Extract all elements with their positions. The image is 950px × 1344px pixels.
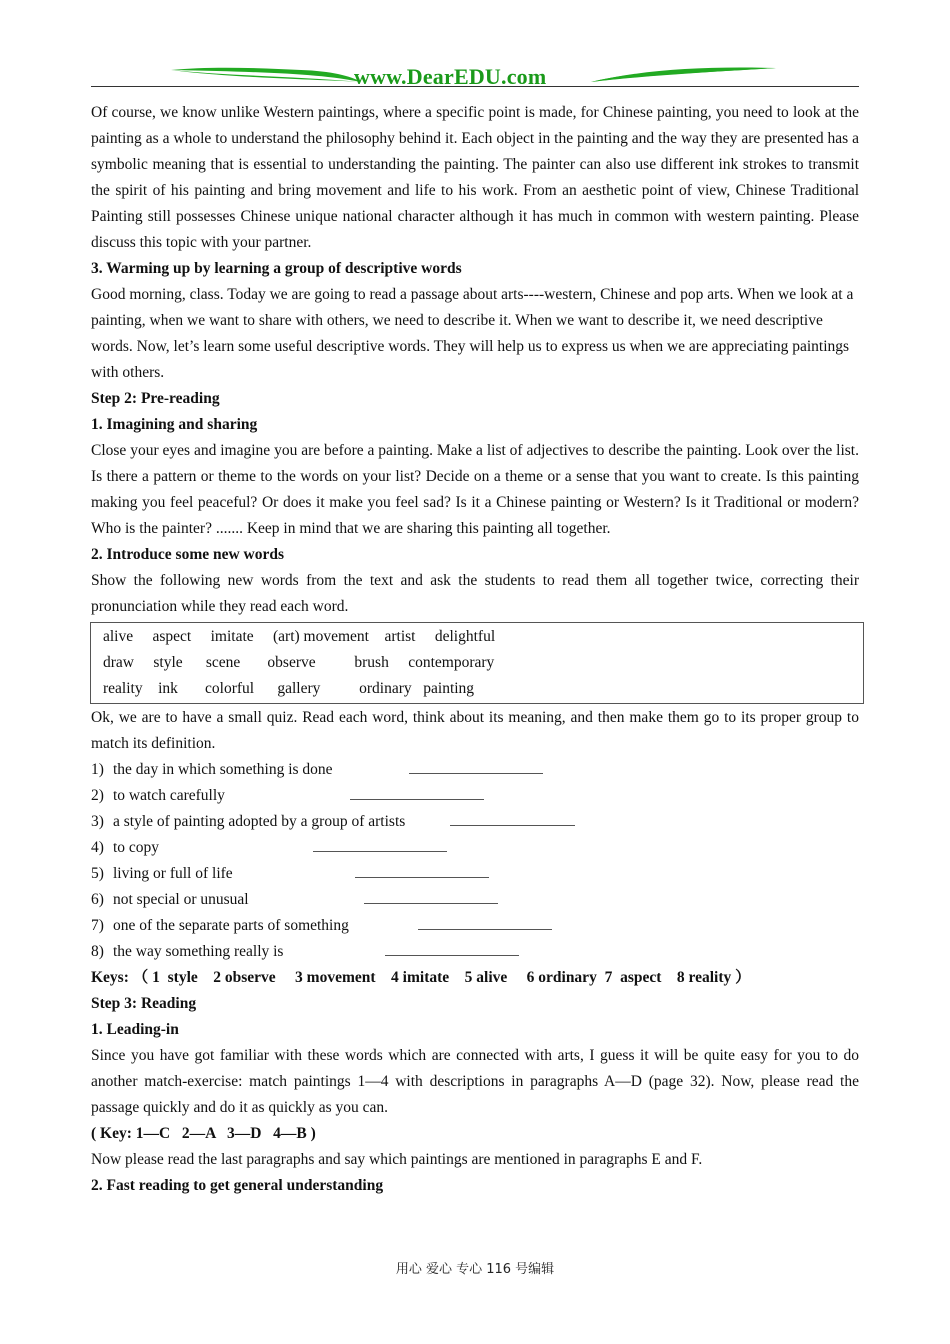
quiz-number: 3) <box>91 813 104 830</box>
quiz-intro: Ok, we are to have a small quiz. Read each word, think about its meaning, and then make them go to its proper group to match its definition. <box>91 709 859 752</box>
quiz-number: 7) <box>91 917 104 934</box>
quiz-item <box>91 835 859 861</box>
quiz-definition: living or full of life <box>113 865 233 882</box>
word-row: draw style scene observe brush contemporary <box>103 654 495 671</box>
quiz-number: 1) <box>91 761 104 778</box>
quiz-item <box>91 939 859 965</box>
page-footer: 用心 爱心 专心 116 号编辑 <box>395 1262 555 1277</box>
quiz-answer-keys: Keys: （ 1 style 2 observe 3 movement 4 imitate 5 alive 6 ordinary 7 aspect 8 reality ） <box>91 969 751 986</box>
answer-blank[interactable] <box>409 759 543 774</box>
newwords-heading: 2. Introduce some new words <box>91 546 285 563</box>
quiz-number: 5) <box>91 865 104 882</box>
quiz-item <box>91 861 859 887</box>
word-row: reality ink colorful gallery ordinary painting <box>103 680 475 697</box>
quiz-item <box>91 809 859 835</box>
quiz-definition: the way something really is <box>113 943 284 960</box>
imagining-paragraph: Close your eyes and imagine you are before a painting. Make a list of adjectives to describe the painting. Look over the list. Is there a pattern or theme to the words on your list? Decide on a theme or a sense that you want to create. Is this painting making you feel peaceful? Or does it make you feel sad? Is it a Chinese painting or Western? Is it Traditional or modern? Who is the painter? ....... Keep in mind that we are sharing this painting all together. <box>91 442 859 537</box>
quiz-item <box>91 887 859 913</box>
header-divider <box>91 86 859 87</box>
quiz-number: 2) <box>91 787 104 804</box>
step3-heading: Step 3: Reading <box>91 995 197 1012</box>
word-box <box>90 622 864 704</box>
warmup-paragraph: Good morning, class. Today we are going to read a passage about arts----western, Chinese and pop arts. When we look at a painting, when we want to share with others, we need to describe it. When we want to describe it, we need descriptive words. Now, let’s learn some useful descriptive words. They will help us to express us when we are appreciating paintings with others. <box>91 286 854 381</box>
quiz-item <box>91 783 859 809</box>
step2-heading: Step 2: Pre-reading <box>91 390 220 407</box>
quiz-definition: to watch carefully <box>113 787 225 804</box>
quiz-item <box>91 757 859 783</box>
match-answer-key: ( Key: 1—C 2—A 3—D 4—B ) <box>91 1125 316 1142</box>
leadingin-heading: 1. Leading-in <box>91 1021 179 1038</box>
page-header <box>91 62 859 88</box>
answer-blank[interactable] <box>350 785 484 800</box>
fastreading-heading: 2. Fast reading to get general understanding <box>91 1177 384 1194</box>
answer-blank[interactable] <box>364 889 498 904</box>
quiz-number: 6) <box>91 891 104 908</box>
answer-blank[interactable] <box>418 915 552 930</box>
quiz-item <box>91 913 859 939</box>
logo-text: www.DearEDU.com <box>354 64 547 89</box>
last-paragraphs-instruction: Now please read the last paragraphs and say which paintings are mentioned in paragraphs E and F. <box>91 1151 703 1168</box>
answer-blank[interactable] <box>313 837 447 852</box>
quiz-definition: not special or unusual <box>113 891 249 908</box>
word-row: alive aspect imitate (art) movement artist delightful <box>103 628 496 645</box>
quiz-number: 8) <box>91 943 104 960</box>
quiz-definition: one of the separate parts of something <box>113 917 349 934</box>
warmup-heading: 3. Warming up by learning a group of descriptive words <box>91 260 462 277</box>
quiz-definition: a style of painting adopted by a group of artists <box>113 813 406 830</box>
document-body <box>91 100 859 1199</box>
quiz-number: 4) <box>91 839 104 856</box>
intro-paragraph: Of course, we know unlike Western paintings, where a specific point is made, for Chinese painting, you need to look at the painting as a whole to understand the philosophy behind it. Each object in the painting and the way they are presented has a symbolic meaning that is essential to understanding the painting. The painter can also use different ink strokes to transmit the spirit of his painting and bring movement and life to his work. From an aesthetic point of view, Chinese Traditional Painting still possesses Chinese unique national character although it has much in common with western painting. Please discuss this topic with your partner. <box>91 104 859 251</box>
leadingin-paragraph: Since you have got familiar with these words which are connected with arts, I guess it will be quite easy for you to do another match-exercise: match paintings 1—4 with descriptions in paragraphs A—D (page 32). Now, please read the passage quickly and do it as quickly as you can. <box>91 1047 859 1116</box>
quiz-definition: to copy <box>113 839 160 856</box>
imagining-heading: 1. Imagining and sharing <box>91 416 258 433</box>
quiz-definition: the day in which something is done <box>113 761 333 778</box>
quiz-list <box>91 757 859 965</box>
answer-blank[interactable] <box>450 811 575 826</box>
answer-blank[interactable] <box>385 941 519 956</box>
newwords-paragraph: Show the following new words from the text and ask the students to read them all together twice, correcting their pronunciation while they read each word. <box>91 572 859 615</box>
answer-blank[interactable] <box>355 863 489 878</box>
